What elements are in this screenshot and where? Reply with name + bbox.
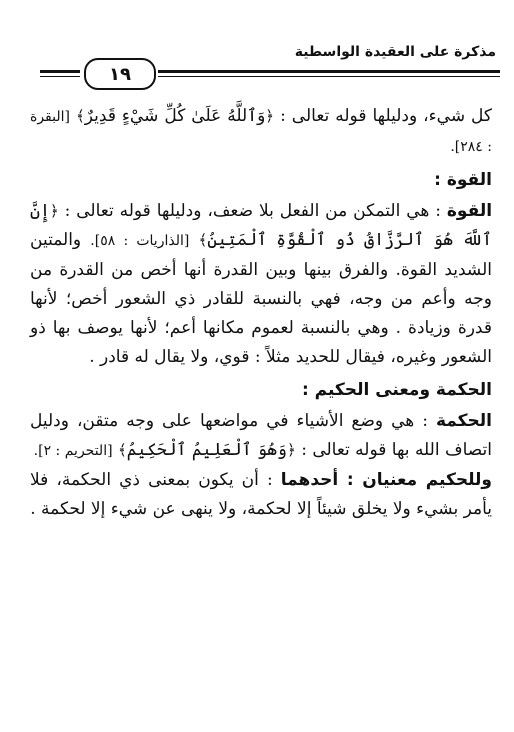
book-title: مذكرة على العقيدة الواسطية [294,44,496,60]
header-rule-thin [158,76,500,77]
paragraph-hikma [30,407,492,466]
verse-reference: [البقرة : ٢٨٤]. [30,109,492,155]
paragraph-qudra-evidence [30,102,492,162]
quran-bracket-open: ﴿ [49,202,59,220]
quran-verse: إِنَّ ٱللَّهَ هُوَ ٱلرَّزَّاقُ ذُو ٱلْقُوَّةِ ٱلْمَتِينُ [30,201,492,250]
paragraph-text: : أن يكون بمعنى ذي الحكمة، فلا يأمر بشيء ولا يخلق شيئاً إلا لحكمة، ولا ينهى عن شيء إلا لحكمة . [30,470,492,519]
verse-reference: [الذاريات : ٥٨]. [90,233,190,249]
quran-verse: وَٱللَّهُ عَلَىٰ كُلِّ شَيْءٍ قَدِيرٌ [84,106,266,126]
verse-reference: [التحريم : ٢]. [33,443,113,459]
running-header [40,40,500,90]
paragraph-text: والمتين الشديد القوة. والفرق بينها وبين القدرة أنها أخص من القدرة من وجه وأعم من وجه، فهي بالنسبة للقادر ذي الشعور أخص؛ لأنها قدرة وزيادة . وهي بالنسبة لعموم مكانها أعم؛ لأنها يوصف بها ذو الشعور وغيره، فيقال للحديد مثلاً : قوي، ولا يقال له قادر . [30,230,492,367]
section-heading-hikma: الحكمة ومعنى الحكيم : [301,380,492,400]
section-heading-quwwa: القوة : [434,170,492,190]
quran-bracket-close: ﴾ [198,231,208,249]
paragraph-text: كل شيء، ودليلها قوله تعالى : [280,106,493,126]
quran-bracket-close: ﴾ [117,441,127,459]
quran-bracket-close: ﴾ [75,107,85,125]
quran-verse: وَهُوَ ٱلْعَلِيمُ ٱلْحَكِيمُ [126,440,287,460]
defined-term: الحكمة [435,411,493,431]
quran-bracket-open: ﴿ [265,107,275,125]
defined-term: وللحكيم معنيان : أحدهما [280,470,492,490]
header-rule-left-thin [40,76,80,77]
header-rule-thick [158,70,500,73]
definition-text: : هي التمكن من الفعل بلا ضعف، ودليلها قوله تعالى : [64,201,441,221]
page-number: ١٩ [84,58,156,90]
paragraph-hakim-meanings [30,466,492,524]
page-body [30,102,492,524]
defined-term: القوة [446,201,493,221]
header-rule-left-thick [40,70,80,73]
paragraph-quwwa [30,197,492,372]
quran-bracket-open: ﴿ [286,441,296,459]
definition-text: : هي وضع الأشياء في مواضعها على وجه متقن، ودليل اتصاف الله بها قوله تعالى : [30,411,492,460]
